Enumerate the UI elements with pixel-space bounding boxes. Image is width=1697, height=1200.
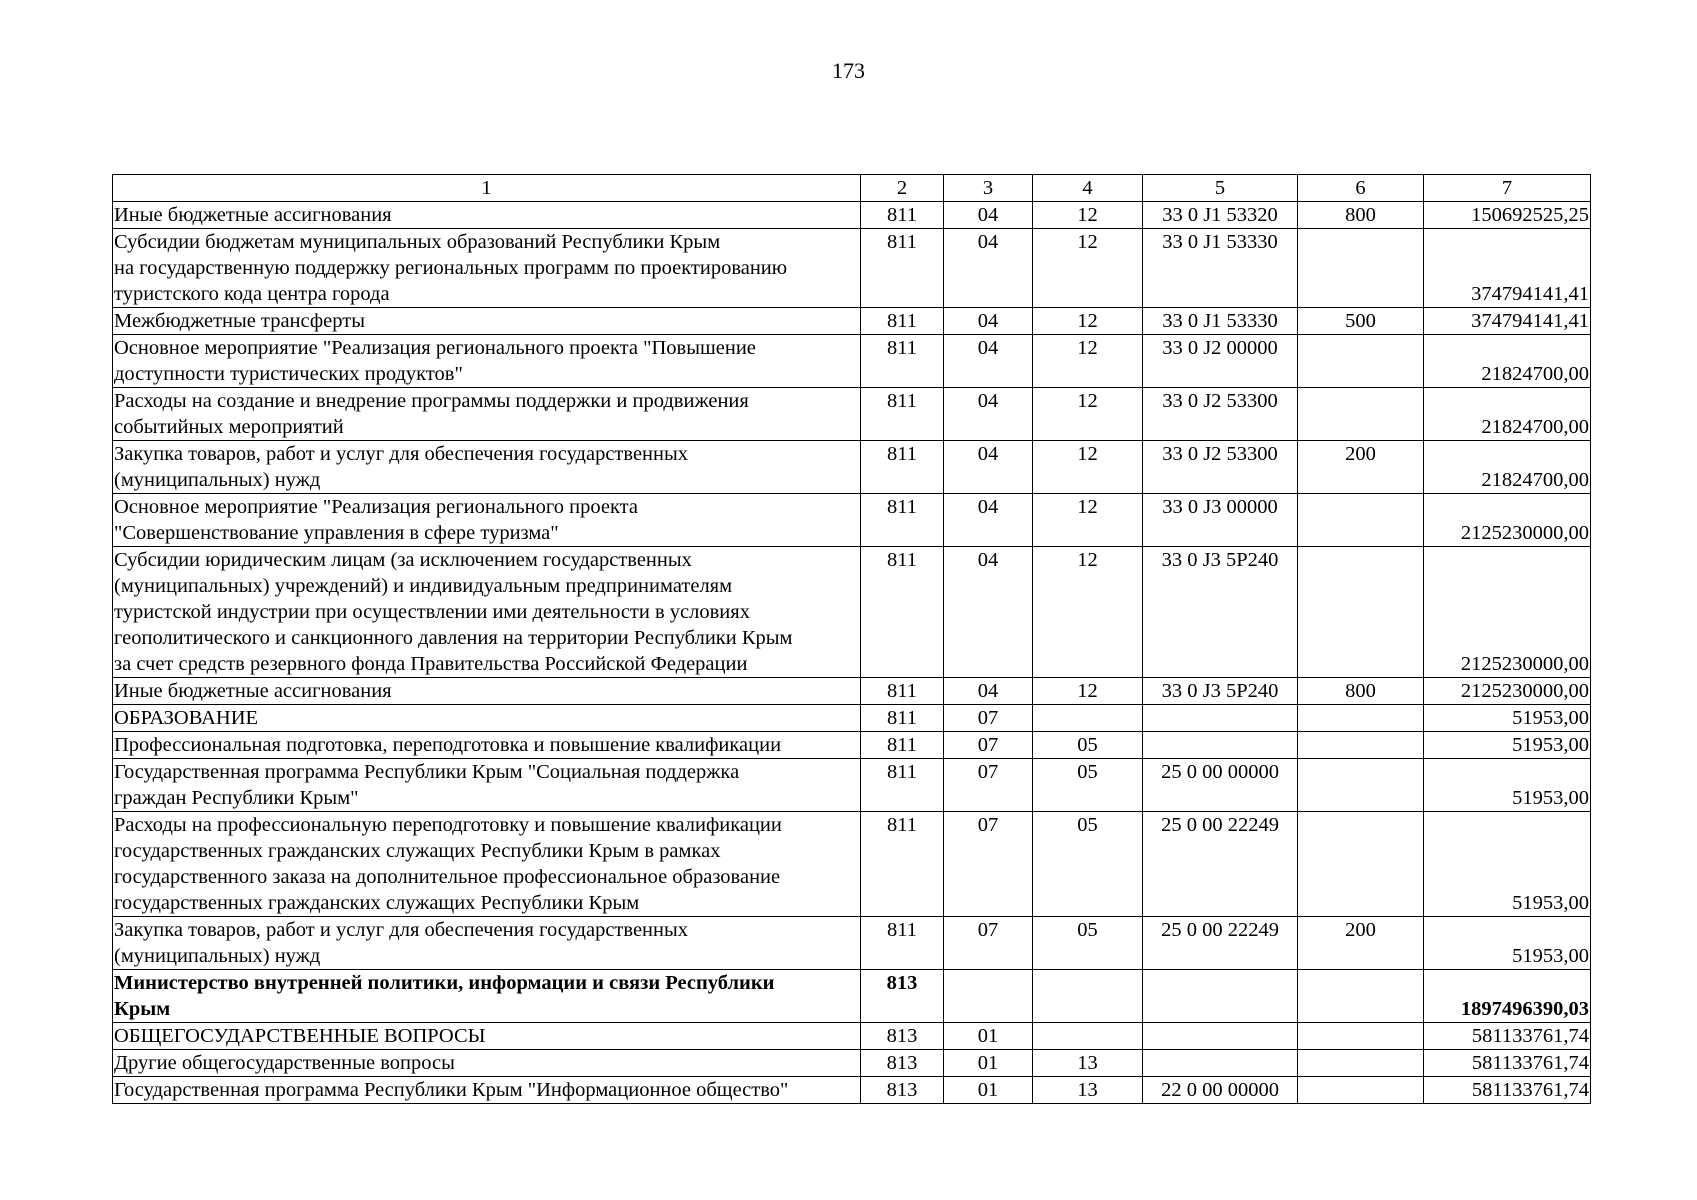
target-article-code — [1143, 732, 1298, 759]
table-row — [113, 1077, 1591, 1104]
ministry-code: 811 — [861, 441, 944, 494]
ministry-code: 813 — [861, 970, 944, 1023]
amount: 581133761,74 — [1424, 1050, 1591, 1077]
ministry-code: 811 — [861, 917, 944, 970]
row-name: Закупка товаров, работ и услуг для обеспечения государственных (муниципальных) нужд — [113, 917, 861, 970]
subsection-code — [1033, 1023, 1143, 1050]
subsection-code: 12 — [1033, 202, 1143, 229]
row-name: Государственная программа Республики Крым "Социальная поддержка граждан Республики Крым" — [113, 759, 861, 812]
section-code: 04 — [944, 388, 1033, 441]
subsection-code: 12 — [1033, 308, 1143, 335]
amount: 581133761,74 — [1424, 1077, 1591, 1104]
expense-type-code — [1298, 970, 1424, 1023]
table-row — [113, 812, 1591, 917]
subsection-code: 12 — [1033, 547, 1143, 678]
expense-type-code — [1298, 732, 1424, 759]
row-name: Министерство внутренней политики, информации и связи Республики Крым — [113, 970, 861, 1023]
ministry-code: 811 — [861, 388, 944, 441]
subsection-code: 12 — [1033, 494, 1143, 547]
header-col-7: 7 — [1424, 175, 1591, 202]
target-article-code: 33 0 J2 53300 — [1143, 441, 1298, 494]
header-col-2: 2 — [861, 175, 944, 202]
row-name: ОБЩЕГОСУДАРСТВЕННЫЕ ВОПРОСЫ — [113, 1023, 861, 1050]
table-row — [113, 229, 1591, 308]
expense-type-code — [1298, 335, 1424, 388]
table-row — [113, 308, 1591, 335]
ministry-code: 811 — [861, 759, 944, 812]
target-article-code: 25 0 00 22249 — [1143, 917, 1298, 970]
section-code: 04 — [944, 202, 1033, 229]
expense-type-code — [1298, 547, 1424, 678]
amount: 581133761,74 — [1424, 1023, 1591, 1050]
section-code: 04 — [944, 441, 1033, 494]
ministry-code: 811 — [861, 547, 944, 678]
subsection-code: 05 — [1033, 812, 1143, 917]
ministry-code: 811 — [861, 705, 944, 732]
page-number: 173 — [832, 58, 865, 83]
ministry-code: 813 — [861, 1023, 944, 1050]
ministry-code: 811 — [861, 678, 944, 705]
expense-type-code — [1298, 1077, 1424, 1104]
amount: 51953,00 — [1424, 917, 1591, 970]
target-article-code: 33 0 J1 53320 — [1143, 202, 1298, 229]
expense-type-code: 800 — [1298, 202, 1424, 229]
table-row — [113, 1050, 1591, 1077]
amount: 21824700,00 — [1424, 335, 1591, 388]
target-article-code: 25 0 00 22249 — [1143, 812, 1298, 917]
amount: 51953,00 — [1424, 812, 1591, 917]
section-code: 07 — [944, 759, 1033, 812]
expense-type-code: 500 — [1298, 308, 1424, 335]
table-body — [113, 202, 1591, 1104]
budget-table — [112, 174, 1591, 1104]
amount: 150692525,25 — [1424, 202, 1591, 229]
expense-type-code — [1298, 759, 1424, 812]
expense-type-code: 800 — [1298, 678, 1424, 705]
subsection-code: 05 — [1033, 917, 1143, 970]
header-col-1: 1 — [113, 175, 861, 202]
section-code: 07 — [944, 812, 1033, 917]
row-name: Иные бюджетные ассигнования — [113, 202, 861, 229]
row-name: Субсидии бюджетам муниципальных образований Республики Крым на государственную поддержку региональных программ по проектированию туристского кода центра города — [113, 229, 861, 308]
subsection-code — [1033, 970, 1143, 1023]
subsection-code: 05 — [1033, 759, 1143, 812]
header-row — [113, 175, 1591, 202]
section-code: 04 — [944, 308, 1033, 335]
table-row — [113, 759, 1591, 812]
table-row — [113, 547, 1591, 678]
table-row — [113, 678, 1591, 705]
amount: 21824700,00 — [1424, 388, 1591, 441]
expense-type-code: 200 — [1298, 917, 1424, 970]
target-article-code: 25 0 00 00000 — [1143, 759, 1298, 812]
amount: 374794141,41 — [1424, 229, 1591, 308]
subsection-code: 12 — [1033, 441, 1143, 494]
amount: 1897496390,03 — [1424, 970, 1591, 1023]
table-row — [113, 732, 1591, 759]
table-row — [113, 917, 1591, 970]
target-article-code: 22 0 00 00000 — [1143, 1077, 1298, 1104]
target-article-code: 33 0 J3 00000 — [1143, 494, 1298, 547]
expense-type-code: 200 — [1298, 441, 1424, 494]
ministry-code: 811 — [861, 229, 944, 308]
section-code: 04 — [944, 335, 1033, 388]
ministry-code: 813 — [861, 1050, 944, 1077]
amount: 51953,00 — [1424, 705, 1591, 732]
expense-type-code — [1298, 1050, 1424, 1077]
amount: 374794141,41 — [1424, 308, 1591, 335]
section-code: 04 — [944, 547, 1033, 678]
table-row — [113, 494, 1591, 547]
header-col-4: 4 — [1033, 175, 1143, 202]
target-article-code — [1143, 705, 1298, 732]
ministry-code: 811 — [861, 335, 944, 388]
row-name: ОБРАЗОВАНИЕ — [113, 705, 861, 732]
expense-type-code — [1298, 705, 1424, 732]
header-col-6: 6 — [1298, 175, 1424, 202]
table-row-ministry — [113, 970, 1591, 1023]
section-code: 04 — [944, 678, 1033, 705]
section-code: 04 — [944, 229, 1033, 308]
amount: 51953,00 — [1424, 759, 1591, 812]
ministry-code: 811 — [861, 308, 944, 335]
row-name: Субсидии юридическим лицам (за исключением государственных (муниципальных) учреждений) и индивидуальным предпринимателям туристской индустрии при осуществлении ими деятельности в условиях геополитического и санкционного давления на территории Республики Крым за счет средств резервного фонда Правительства Российской Федерации — [113, 547, 861, 678]
subsection-code: 13 — [1033, 1050, 1143, 1077]
section-code: 07 — [944, 732, 1033, 759]
ministry-code: 811 — [861, 812, 944, 917]
row-name: Другие общегосударственные вопросы — [113, 1050, 861, 1077]
target-article-code — [1143, 1050, 1298, 1077]
ministry-code: 811 — [861, 494, 944, 547]
subsection-code: 12 — [1033, 335, 1143, 388]
table-row — [113, 202, 1591, 229]
subsection-code: 12 — [1033, 678, 1143, 705]
row-name: Иные бюджетные ассигнования — [113, 678, 861, 705]
ministry-code: 811 — [861, 202, 944, 229]
row-name: Профессиональная подготовка, переподготовка и повышение квалификации — [113, 732, 861, 759]
row-name: Расходы на профессиональную переподготовку и повышение квалификации государственных гражданских служащих Республики Крым в рамках государственного заказа на дополнительное профессиональное образование государственных гражданских служащих Республики Крым — [113, 812, 861, 917]
target-article-code — [1143, 970, 1298, 1023]
table-row — [113, 441, 1591, 494]
table-row — [113, 705, 1591, 732]
subsection-code: 12 — [1033, 388, 1143, 441]
subsection-code: 12 — [1033, 229, 1143, 308]
expense-type-code — [1298, 1023, 1424, 1050]
row-name: Государственная программа Республики Крым "Информационное общество" — [113, 1077, 861, 1104]
subsection-code — [1033, 705, 1143, 732]
section-code: 01 — [944, 1050, 1033, 1077]
amount: 51953,00 — [1424, 732, 1591, 759]
amount: 2125230000,00 — [1424, 678, 1591, 705]
target-article-code: 33 0 J2 53300 — [1143, 388, 1298, 441]
section-code: 07 — [944, 917, 1033, 970]
ministry-code: 811 — [861, 732, 944, 759]
target-article-code: 33 0 J3 5P240 — [1143, 547, 1298, 678]
table-row — [113, 335, 1591, 388]
header-col-3: 3 — [944, 175, 1033, 202]
amount: 2125230000,00 — [1424, 494, 1591, 547]
amount: 2125230000,00 — [1424, 547, 1591, 678]
target-article-code: 33 0 J3 5P240 — [1143, 678, 1298, 705]
expense-type-code — [1298, 388, 1424, 441]
table-row — [113, 1023, 1591, 1050]
ministry-code: 813 — [861, 1077, 944, 1104]
target-article-code: 33 0 J2 00000 — [1143, 335, 1298, 388]
subsection-code: 13 — [1033, 1077, 1143, 1104]
row-name: Основное мероприятие "Реализация регионального проекта "Повышение доступности туристических продуктов" — [113, 335, 861, 388]
section-code: 04 — [944, 494, 1033, 547]
section-code — [944, 970, 1033, 1023]
section-code: 01 — [944, 1077, 1033, 1104]
expense-type-code — [1298, 494, 1424, 547]
table-row — [113, 388, 1591, 441]
section-code: 07 — [944, 705, 1033, 732]
row-name: Закупка товаров, работ и услуг для обеспечения государственных (муниципальных) нужд — [113, 441, 861, 494]
target-article-code: 33 0 J1 53330 — [1143, 308, 1298, 335]
section-code: 01 — [944, 1023, 1033, 1050]
row-name: Расходы на создание и внедрение программы поддержки и продвижения событийных мероприятий — [113, 388, 861, 441]
expense-type-code — [1298, 229, 1424, 308]
amount: 21824700,00 — [1424, 441, 1591, 494]
expense-type-code — [1298, 812, 1424, 917]
header-col-5: 5 — [1143, 175, 1298, 202]
row-name: Основное мероприятие "Реализация регионального проекта "Совершенствование управления в сфере туризма" — [113, 494, 861, 547]
row-name: Межбюджетные трансферты — [113, 308, 861, 335]
target-article-code: 33 0 J1 53330 — [1143, 229, 1298, 308]
target-article-code — [1143, 1023, 1298, 1050]
subsection-code: 05 — [1033, 732, 1143, 759]
